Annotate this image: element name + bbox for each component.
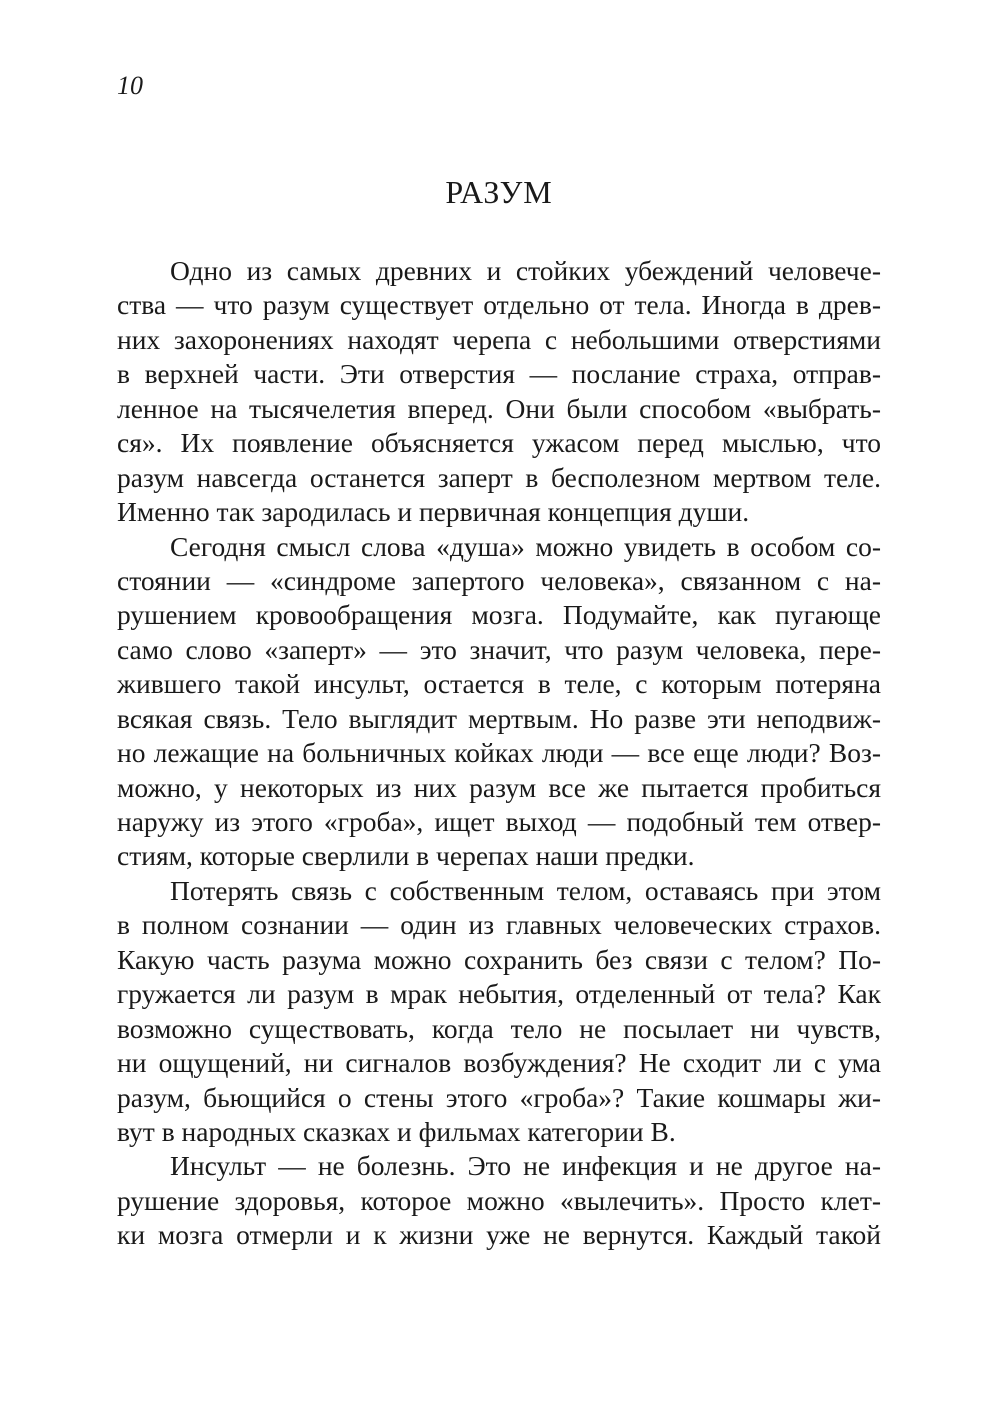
text-line: ленное на тысячелетия вперед. Они были способом «выбрать- xyxy=(117,392,881,424)
text-line: ки мозга отмерли и к жизни уже не вернутся. Каждый такой xyxy=(117,1219,881,1251)
text-line: Одно из самых древних и стойких убеждений человече- xyxy=(170,255,881,286)
text-line: рушением кровообращения мозга. Подумайте, как пугающе xyxy=(117,599,881,631)
text-line: разум, бьющийся о стены этого «гроба»? Такие кошмары жи- xyxy=(117,1081,881,1113)
text-line: наружу из этого «гроба», ищет выход — подобный тем отвер- xyxy=(117,806,881,837)
text-line: само слово «заперт» — это значит, что разум человека, пере- xyxy=(117,633,881,665)
paragraph-2 xyxy=(117,530,881,874)
text-line: но лежащие на больничных койках люди — все еще люди? Воз- xyxy=(117,737,881,769)
text-line: рушение здоровья, которое можно «вылечить». Просто клет- xyxy=(117,1184,881,1216)
text-line: всякая связь. Тело выглядит мертвым. Но разве эти неподвиж- xyxy=(117,702,881,734)
text-line: жившего такой инсульт, остается в теле, с которым потеряна xyxy=(117,668,881,700)
body-text xyxy=(117,254,881,1253)
text-line: в полном сознании — один из главных человеческих страхов. xyxy=(117,909,881,941)
text-line: вут в народных сказках и фильмах категории B. xyxy=(117,1115,676,1147)
chapter-title: РАЗУМ xyxy=(445,174,553,210)
paragraph-1 xyxy=(117,254,881,530)
text-line: можно, у некоторых из них разум все же пытается пробиться xyxy=(117,771,881,803)
text-line: ства — что разум существует отдельно от тела. Иногда в древ- xyxy=(117,289,881,321)
text-line: возможно существовать, когда тело не посылает ни чувств, xyxy=(117,1012,881,1044)
text-line: в верхней части. Эти отверстия — послание страха, отправ- xyxy=(117,358,881,390)
text-line: них захоронениях находят черепа с небольшими отверстиями xyxy=(117,323,881,355)
text-line: ни ощущений, ни сигналов возбуждения? Не сходит ли с ума xyxy=(117,1047,881,1079)
text-line: ся». Их появление объясняется ужасом перед мыслью, что xyxy=(117,427,881,459)
text-line: Сегодня смысл слова «душа» можно увидеть в особом со- xyxy=(170,530,881,562)
text-line: Инсульт — не болезнь. Это не инфекция и не другое на- xyxy=(170,1150,881,1182)
text-line: стоянии — «синдроме запертого человека», связанном с на- xyxy=(117,564,881,596)
text-line: Потерять связь с собственным телом, оставаясь при этом xyxy=(170,874,881,906)
text-line: Какую часть разума можно сохранить без связи с телом? По- xyxy=(117,943,881,975)
page-number: 10 xyxy=(117,71,143,100)
text-line: разум навсегда останется заперт в бесполезном мертвом теле. xyxy=(117,461,881,493)
text-line: гружается ли разум в мрак небытия, отделенный от тела? Как xyxy=(117,978,881,1010)
text-line: Именно так зародилась и первичная концепция души. xyxy=(117,496,750,528)
paragraph-3 xyxy=(117,874,881,1150)
paragraph-4 xyxy=(117,1149,881,1252)
text-line: стиям, которые сверлили в черепах наши предки. xyxy=(117,840,695,872)
